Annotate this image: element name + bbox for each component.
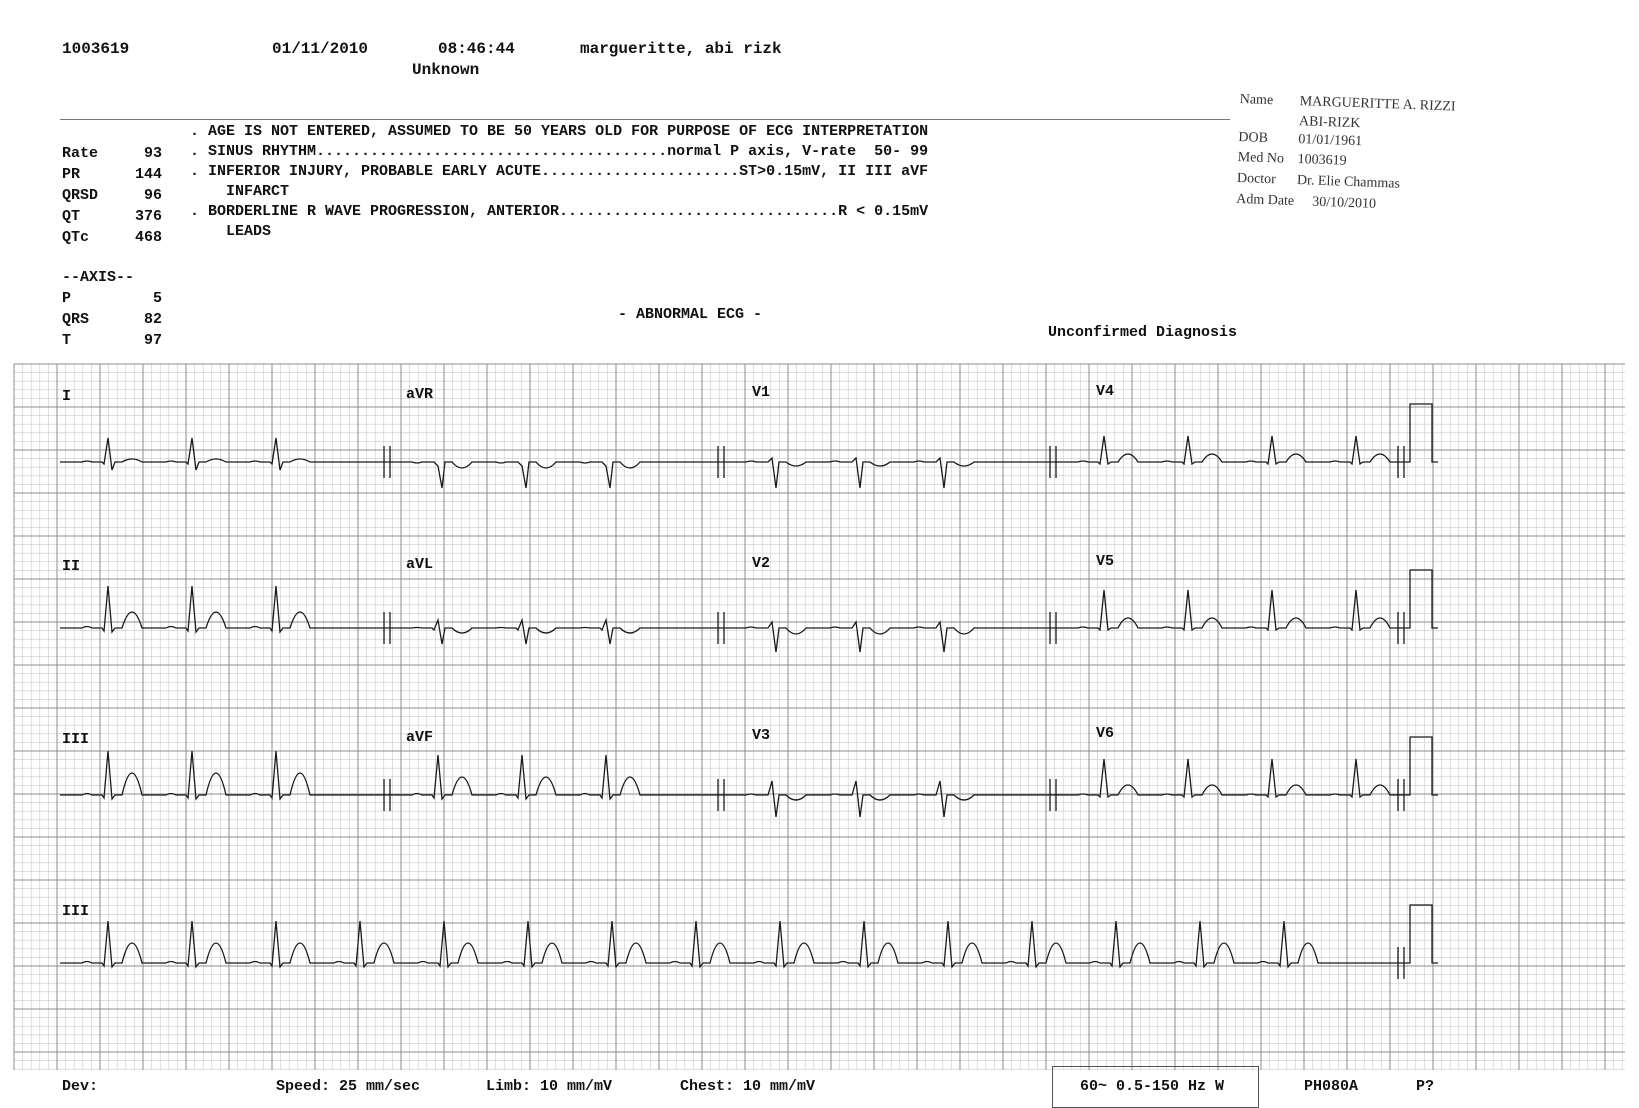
lead-label: V6 — [1096, 725, 1115, 742]
measure-value: 468 — [134, 229, 162, 246]
axis-value: 82 — [143, 311, 162, 328]
lead-label: V4 — [1096, 383, 1115, 400]
ecg-grid — [14, 364, 1625, 1070]
stamp-dob-value: 01/01/1961 — [1298, 132, 1363, 150]
stamp-doctor-label: Doctor — [1236, 170, 1277, 188]
interpretation-line: . INFERIOR INJURY, PROBABLE EARLY ACUTE......................ST>0.15mV, II III aVF — [190, 163, 929, 180]
axis-title: --AXIS-- — [62, 269, 135, 286]
stamp-adm-value: 30/10/2010 — [1311, 194, 1377, 212]
footer-page: P? — [1416, 1078, 1435, 1095]
measure-label: QTc — [62, 229, 90, 246]
axis-label: QRS — [62, 311, 90, 328]
location: Unknown — [412, 61, 480, 79]
interpretation-line: INFARCT — [190, 183, 290, 200]
measure-value: 93 — [143, 145, 162, 162]
stamp-name-value: MARGUERITTE A. RIZZI — [1299, 94, 1456, 115]
lead-label: III — [62, 903, 90, 920]
stamp-name-label: Name — [1239, 92, 1274, 109]
measure-value: 144 — [134, 166, 162, 183]
summary-statement: - ABNORMAL ECG - — [618, 306, 763, 323]
axis-label: T — [62, 332, 72, 349]
lead-label: II — [62, 558, 81, 575]
measure-label: Rate — [62, 145, 99, 162]
measure-label: QT — [62, 208, 81, 225]
axis-value: 97 — [143, 332, 162, 349]
stamp-name-value-2: ABI-RIZK — [1298, 114, 1361, 132]
lead-label: I — [62, 388, 72, 405]
interpretation-line: LEADS — [190, 223, 272, 240]
stamp-doctor-value: Dr. Elie Chammas — [1296, 173, 1401, 192]
stamp-adm-label: Adm Date — [1235, 191, 1295, 209]
lead-label: V5 — [1096, 553, 1115, 570]
patient-id: 1003619 — [62, 40, 130, 58]
stamp-dob-label: DOB — [1238, 129, 1269, 146]
grid-paper — [14, 364, 1625, 1070]
lead-label: aVF — [406, 729, 434, 746]
record-time: 08:46:44 — [438, 40, 515, 58]
footer-filter: 60~ 0.5-150 Hz W — [1080, 1078, 1225, 1095]
footer-speed: Speed: 25 mm/sec — [276, 1078, 421, 1095]
axis-value: 5 — [152, 290, 162, 307]
interpretation-line: . AGE IS NOT ENTERED, ASSUMED TO BE 50 YEARS OLD FOR PURPOSE OF ECG INTERPRETATION — [190, 123, 929, 140]
patient-name: margueritte, abi rizk — [580, 40, 782, 58]
lead-label: aVL — [406, 556, 434, 573]
lead-label: V3 — [752, 727, 771, 744]
measure-value: 96 — [143, 187, 162, 204]
measure-label: PR — [62, 166, 81, 183]
footer-chest: Chest: 10 mm/mV — [680, 1078, 816, 1095]
diagnosis-status: Unconfirmed Diagnosis — [1048, 324, 1238, 341]
lead-label: V2 — [752, 555, 771, 572]
footer-dev: Dev: — [62, 1078, 99, 1095]
stamp-med-value: 1003619 — [1297, 152, 1347, 169]
stamp-med-label: Med No — [1237, 149, 1285, 167]
measure-label: QRSD — [62, 187, 99, 204]
lead-label: aVR — [406, 386, 434, 403]
footer-device: PH080A — [1304, 1078, 1359, 1095]
lead-label: V1 — [752, 384, 771, 401]
axis-label: P — [62, 290, 72, 307]
measure-value: 376 — [134, 208, 162, 225]
footer-limb: Limb: 10 mm/mV — [486, 1078, 613, 1095]
lead-label: III — [62, 731, 90, 748]
interpretation-line: . SINUS RHYTHM.......................................normal P axis, V-rate 50- 99 — [190, 143, 929, 160]
record-date: 01/11/2010 — [272, 40, 369, 58]
interpretation-line: . BORDERLINE R WAVE PROGRESSION, ANTERIOR...............................R < 0.15mV — [190, 203, 929, 220]
